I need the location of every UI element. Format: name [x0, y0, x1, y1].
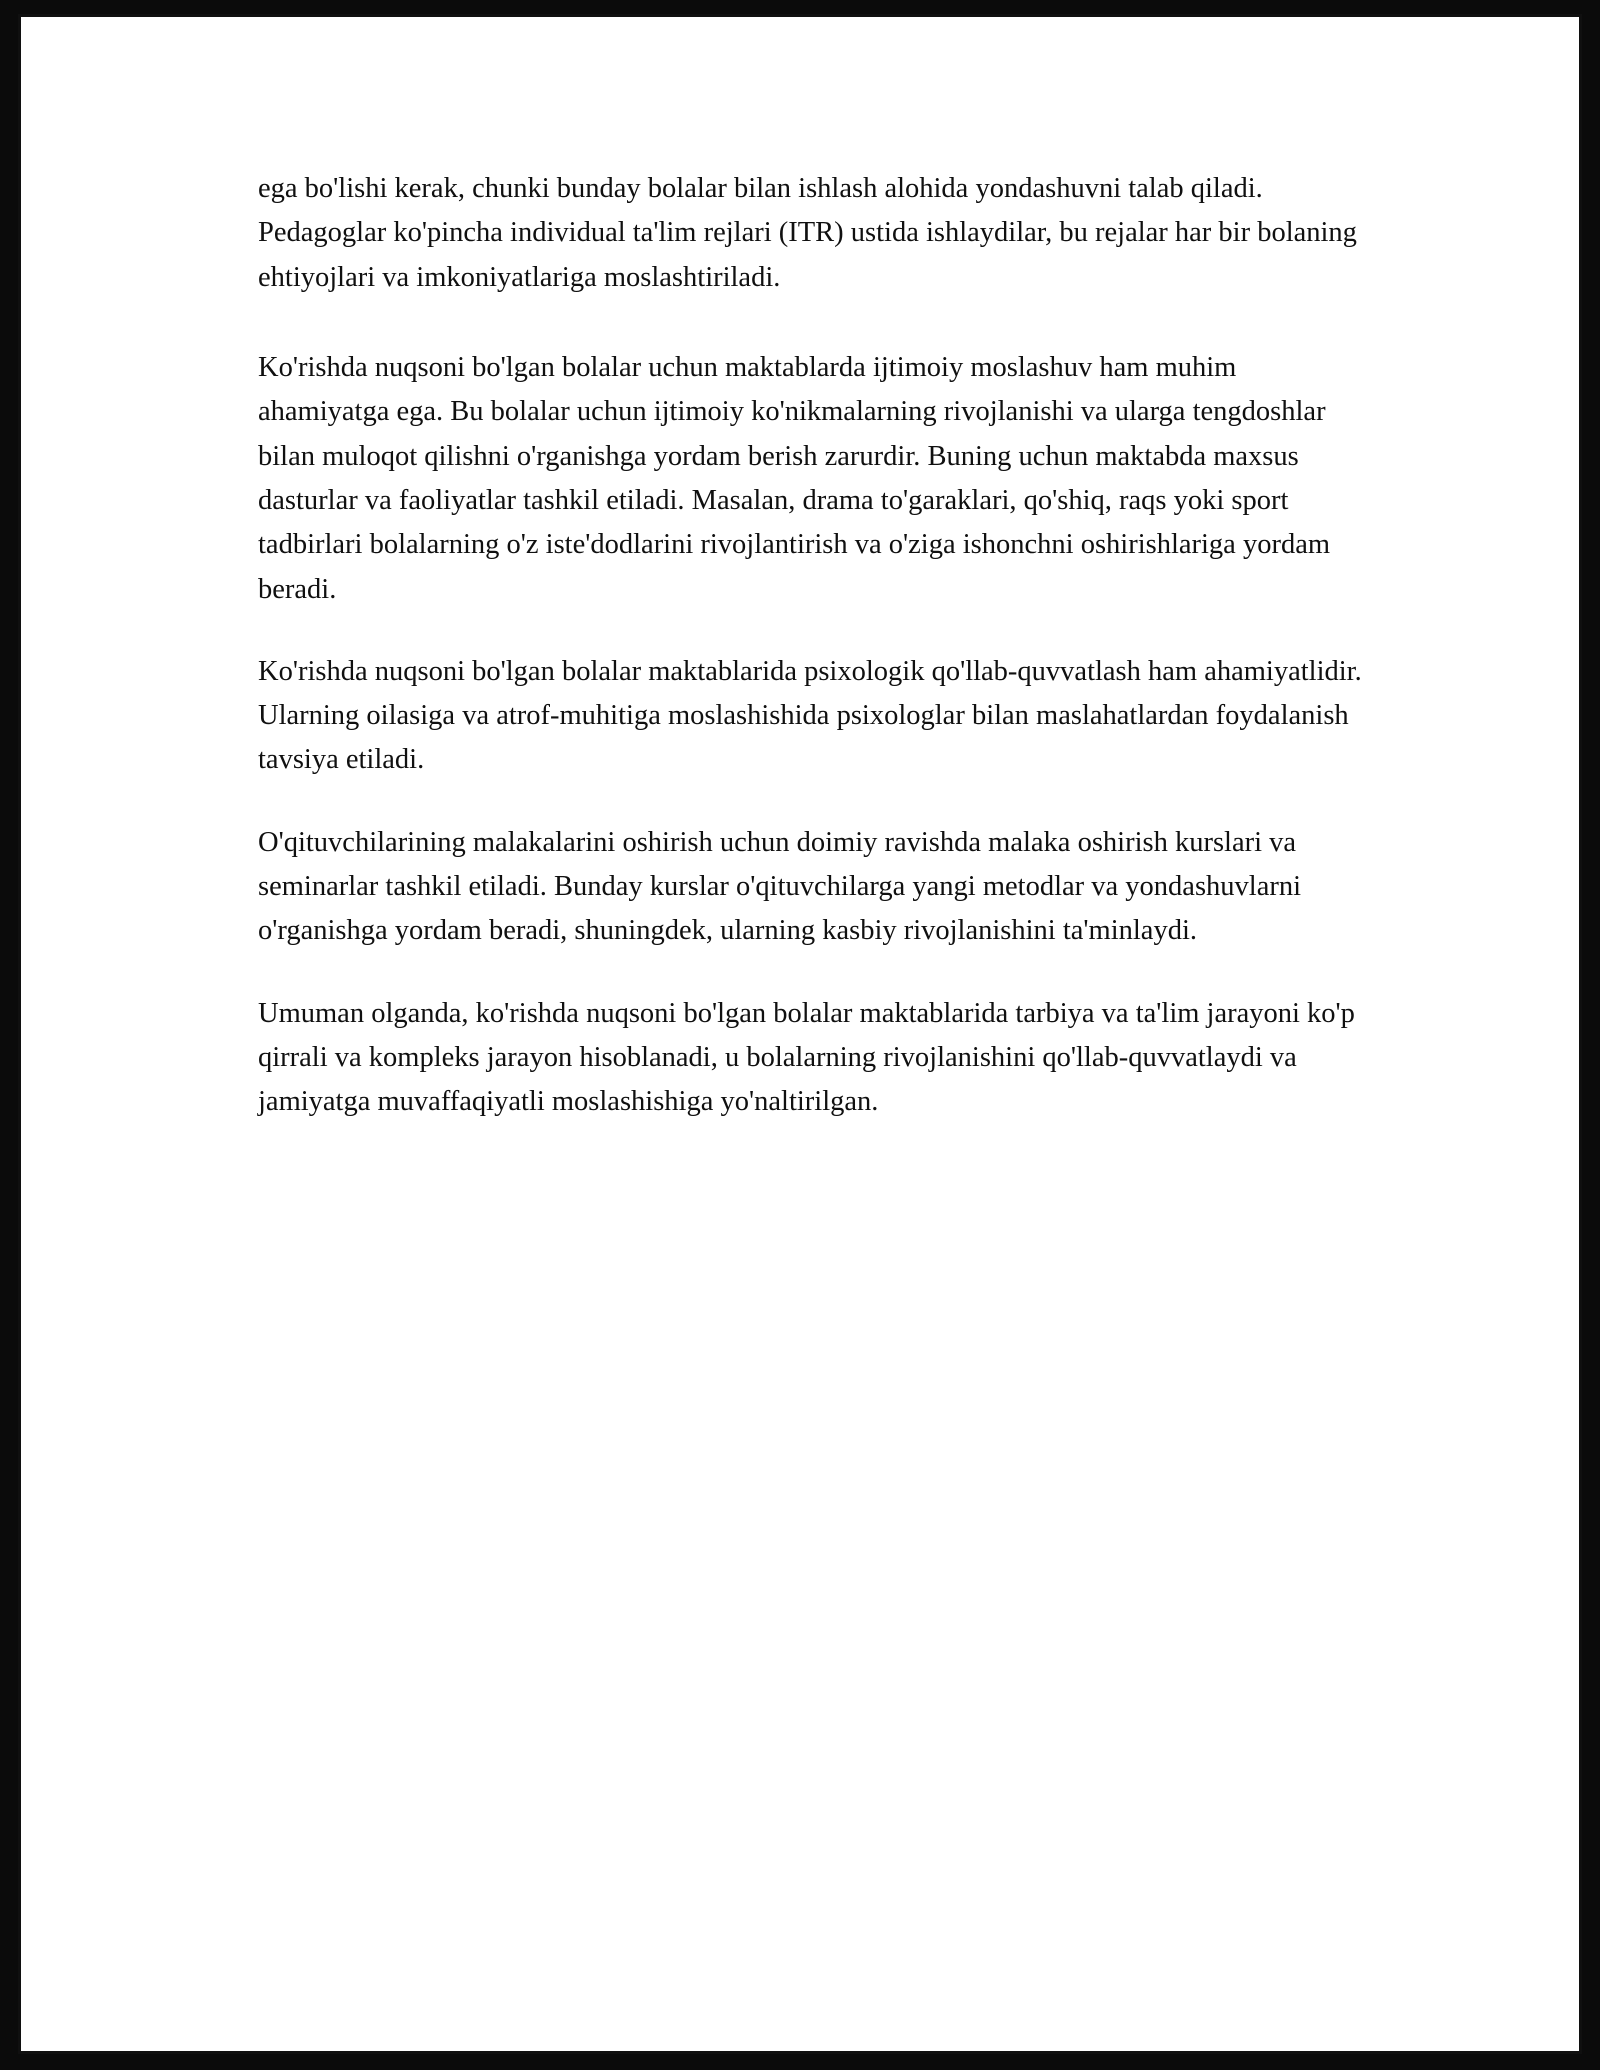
paragraph-5: Umuman olganda, ko'rishda nuqsoni bo'lgan bolalar maktablarida tarbiya va ta'lim jarayoni ko'p qirrali va kompleks jarayon hisoblanadi, u bolalarning rivojlanishini qo'llab-quvvatlaydi va jamiyatga muvaffaqiyatli moslashishiga yo'naltirilgan. — [258, 997, 1355, 1118]
paragraph-2: Ko'rishda nuqsoni bo'lgan bolalar uchun maktablarda ijtimoiy moslashuv ham muhim ahamiyatga ega. Bu bolalar uchun ijtimoiy ko'nikmalarning rivojlanishi va ularga tengdoshlar bilan muloqot qilishni o'rganishga yordam berish zarurdir. Buning uchun maktabda maxsus dasturlar va faoliyatlar tashkil etiladi. Masalan, drama to'garaklari, qo'shiq, raqs yoki sport tadbirlari bolalarning o'z iste'dodlarini rivojlantirish va o'ziga ishonchni oshirishlariga yordam beradi. — [258, 351, 1331, 605]
paragraph-4: O'qituvchilarining malakalarini oshirish uchun doimiy ravishda malaka oshirish kurslari va seminarlar tashkil etiladi. Bunday kurslar o'qituvchilarga yangi metodlar va yondashuvlarni o'rganishga yordam beradi, shuningdek, ularning kasbiy rivojlanishini ta'minlaydi. — [258, 826, 1302, 947]
document-page — [18, 14, 1582, 2054]
paragraph-3: Ko'rishda nuqsoni bo'lgan bolalar maktablarida psixologik qo'llab-quvvatlash ham ahamiyatlidir. Ularning oilasiga va atrof-muhitiga moslashishida psixologlar bilan maslahatlardan foydalanish tavsiya etiladi. — [258, 655, 1362, 776]
document-text-block — [258, 167, 1374, 1125]
paragraph-1: ega bo'lishi kerak, chunki bunday bolalar bilan ishlash alohida yondashuvni talab qiladi. Pedagoglar ko'pincha individual ta'lim rejlari (ITR) ustida ishlaydilar, bu rejalar har bir bolaning ehtiyojlari va imkoniyatlariga moslashtiriladi. — [258, 173, 1357, 293]
